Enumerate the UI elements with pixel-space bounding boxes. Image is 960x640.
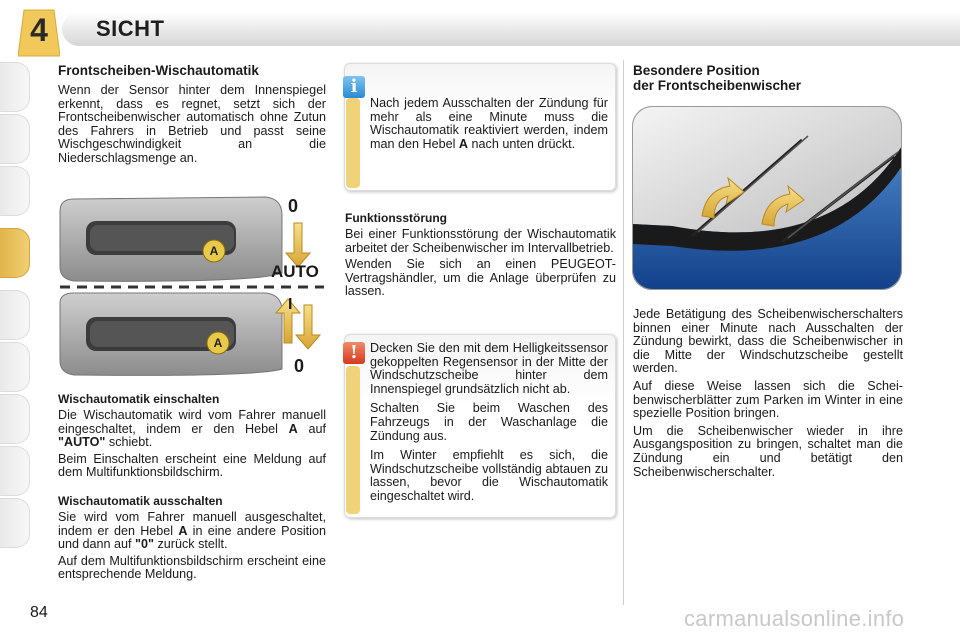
thumb-tab-5[interactable]	[0, 290, 30, 340]
right-p1: Jede Betätigung des Scheibenwischerschalters binnen einer Minute nach Ausschalten der Zündung bewirkt, dass die Scheibenwischer in die Mitte der Windschutzscheibe gestellt werden.	[633, 307, 903, 376]
intro-paragraph	[58, 84, 326, 169]
heading-ausschalten: Wischautomatik ausschalten	[58, 494, 223, 508]
watermark: carmanualsonline.info	[684, 606, 905, 631]
right-p2: Auf diese Weise lassen sich die Scheibenwischerblätter zum Parken im Winter in eine spezielle Position bringen.	[633, 378, 903, 421]
wiper-lever-figure	[56, 193, 328, 379]
info-text: Nach jedem Ausschalten der Zündung für mehr als eine Minute muss die Wischautomatik reaktiviert werden, indem man den Hebel A nach unten drückt.	[370, 96, 608, 151]
thumb-tab-8[interactable]	[0, 446, 30, 496]
thumb-tab-3[interactable]	[0, 166, 30, 216]
heading-besondere-position-2: der Frontscheibenwischer	[633, 78, 802, 93]
thumb-tab-6[interactable]	[0, 342, 30, 392]
ausschalten-p2: Auf dem Multifunktionsbildschirm erscheint eine entsprechende Meldung.	[58, 553, 326, 582]
svg-text:A: A	[213, 336, 223, 350]
windshield-wiper-illustration	[632, 106, 902, 290]
heading-besondere-position-1: Besondere Position	[633, 63, 760, 78]
right-p3: Um die Scheibenwischer wieder in ihre Ausgangsposition zu bringen, schaltet man die Zündung ein und betätigt den Scheibenwischerschalter.	[633, 423, 903, 479]
label-zero-top: 0	[288, 196, 299, 216]
warning-p2: Schalten Sie beim Waschen des Fahrzeugs in der Waschanlage die Zündung aus.	[370, 401, 608, 443]
section-heading-wischautomatik: Frontscheiben-Wischautomatik	[58, 63, 259, 78]
thumb-tab-2[interactable]	[0, 114, 30, 164]
svg-text:A: A	[209, 244, 219, 258]
thumb-tab-4-active[interactable]	[0, 228, 30, 278]
thumb-tab-1[interactable]	[0, 62, 30, 112]
page-number: 84	[30, 604, 48, 621]
intro-text: Wenn der Sensor hinter dem Innenspiegel erkennt, dass es regnet, setzt sich der Frontscheibenwischer automatisch ohne Zutun des Fahrers in Betrieb und passt seine Wischgeschwindigkeit an die Niederschlagsmenge an.	[58, 83, 326, 165]
warning-icon: !	[343, 342, 365, 364]
einschalten-p2: Beim Einschalten erscheint eine Meldung auf dem Multifunktionsbildschirm.	[58, 451, 326, 480]
label-auto: AUTO	[271, 262, 319, 281]
thumb-tab-9[interactable]	[0, 498, 30, 548]
heading-funktionsstoerung: Funktionsstörung	[345, 211, 447, 225]
label-one: I	[288, 296, 293, 313]
warning-text	[370, 342, 608, 507]
right-text	[633, 308, 903, 482]
warning-p3: Im Winter empfiehlt es sich, die Windschutzscheibe vollständig abtauen zu lassen, bevor die Wischautomatik eingeschaltet wird.	[370, 448, 608, 503]
fault-text	[345, 228, 616, 302]
info-icon: i	[343, 76, 365, 98]
header-band	[62, 12, 960, 46]
warning-p1: Decken Sie den mit dem Helligkeitssensor gekoppelten Regensensor in der Mitte der Windschutzscheibe hinter dem Innenspiegel grundsätzlich nicht ab.	[370, 341, 608, 396]
label-zero-bottom: 0	[294, 356, 305, 376]
page-title: SICHT	[96, 16, 165, 41]
chapter-badge	[18, 8, 60, 58]
ausschalten-p1: Sie wird vom Fahrer manuell ausgeschaltet, indem er den Hebel A in eine andere Position und dann auf "0" zurück stellt.	[58, 510, 326, 552]
fault-p2: Wenden Sie sich an einen PEUGEOT-Vertragshändler, um die Anlage überprüfen zu lassen.	[345, 257, 616, 299]
thumb-tab-7[interactable]	[0, 394, 30, 444]
einschalten-text	[58, 409, 326, 483]
chapter-number-text: 4	[30, 12, 48, 48]
fault-p1: Bei einer Funktionsstörung der Wischautomatik arbeitet der Scheibenwischer im Intervallbetrieb.	[345, 227, 616, 255]
column-divider	[623, 60, 624, 605]
warning-box-bar	[346, 366, 360, 514]
einschalten-p1: Die Wischautomatik wird vom Fahrer manuell eingeschaltet, indem er den Hebel A auf "AUTO" schiebt.	[58, 408, 326, 450]
ausschalten-text	[58, 511, 326, 585]
heading-einschalten: Wischautomatik einschalten	[58, 392, 220, 406]
info-box-bar	[346, 98, 360, 188]
